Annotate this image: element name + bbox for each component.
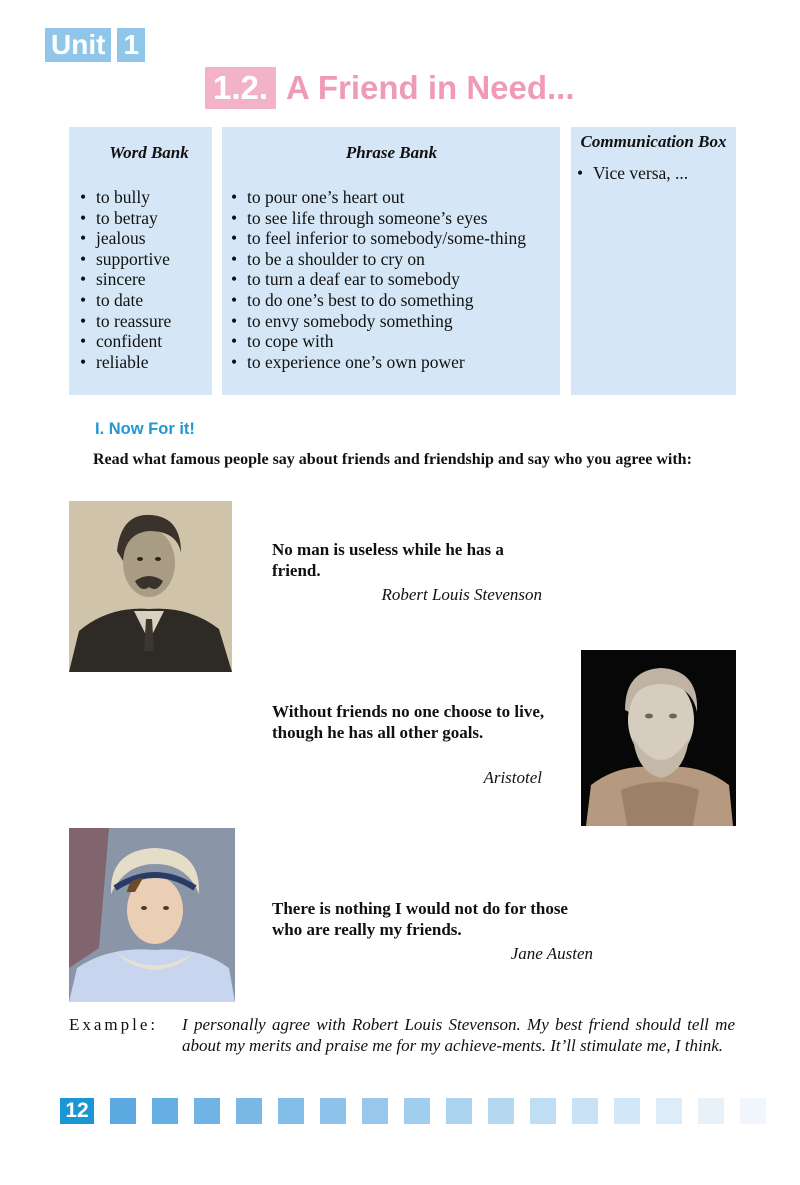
decorative-square (194, 1098, 220, 1124)
decorative-square (362, 1098, 388, 1124)
list-item: • to turn a deaf ear to somebody (229, 269, 554, 290)
list-item: • to see life through someone’s eyes (229, 208, 554, 229)
decorative-square (278, 1098, 304, 1124)
example-text: I personally agree with Robert Louis Stevenson. My best friend should tell me about my merits and praise me for my achieve-ments. It’ll stimulate me, I think. (182, 1015, 735, 1055)
communication-box (571, 127, 736, 395)
unit-number: 1 (117, 28, 145, 62)
list-item: • to bully (78, 187, 212, 208)
phrase-bank-list (229, 187, 554, 372)
decorative-square (530, 1098, 556, 1124)
list-item: • to be a shoulder to cry on (229, 249, 554, 270)
stevenson-portrait (69, 501, 232, 672)
decorative-square (236, 1098, 262, 1124)
unit-label (45, 28, 145, 62)
word-bank-list (78, 187, 212, 372)
section-title: I. Now For it! (95, 420, 195, 438)
list-item: • to betray (78, 208, 212, 229)
list-item: • supportive (78, 249, 212, 270)
list-item: • to cope with (229, 331, 554, 352)
word-bank-title: Word Bank (109, 143, 189, 162)
decorative-square (110, 1098, 136, 1124)
phrase-bank-box (222, 127, 560, 395)
instruction-text: Read what famous people say about friends and friendship and say who you agree with: (93, 451, 692, 468)
lesson-number: 1.2. (205, 67, 276, 109)
lesson-heading (205, 66, 575, 110)
lesson-title: A Friend in Need... (286, 69, 575, 106)
list-item: • to do one’s best to do something (229, 290, 554, 311)
decorative-square (656, 1098, 682, 1124)
list-item: • to feel inferior to somebody/some-thing (229, 228, 554, 249)
decorative-square (740, 1098, 766, 1124)
communication-box-title: Communication Box (580, 132, 727, 151)
unit-word: Unit (45, 28, 111, 62)
list-item: • to date (78, 290, 212, 311)
decorative-square (614, 1098, 640, 1124)
list-item: • confident (78, 331, 212, 352)
communication-box-list (575, 163, 732, 184)
phrase-bank-title: Phrase Bank (345, 143, 438, 162)
austen-portrait (69, 828, 235, 1002)
list-item: • Vice versa, ... (575, 163, 732, 184)
quote-author: Robert Louis Stevenson (381, 585, 542, 604)
list-item: • sincere (78, 269, 212, 290)
quote-text: No man is useless while he has a friend. (272, 540, 504, 580)
list-item: • jealous (78, 228, 212, 249)
example (69, 1014, 735, 1056)
decorative-square (320, 1098, 346, 1124)
decorative-square (152, 1098, 178, 1124)
decorative-square (404, 1098, 430, 1124)
page-number: 12 (60, 1098, 94, 1124)
quote-text: Without friends no one choose to live, though he has all other goals. (272, 702, 545, 742)
list-item: • to envy somebody something (229, 311, 554, 332)
list-item: • to experience one’s own power (229, 352, 554, 373)
example-label: Example: (69, 1015, 159, 1034)
quote-author: Aristotel (483, 768, 542, 787)
decorative-square (698, 1098, 724, 1124)
decorative-square (488, 1098, 514, 1124)
aristotle-bust (581, 650, 736, 826)
word-bank-box (69, 127, 212, 395)
decorative-square (572, 1098, 598, 1124)
quote-author: Jane Austen (510, 944, 593, 963)
list-item: • reliable (78, 352, 212, 373)
decorative-square (446, 1098, 472, 1124)
list-item: • to reassure (78, 311, 212, 332)
decorative-squares (110, 1098, 766, 1124)
quote-text: There is nothing I would not do for those who are really my friends. (272, 899, 568, 939)
list-item: • to pour one’s heart out (229, 187, 554, 208)
